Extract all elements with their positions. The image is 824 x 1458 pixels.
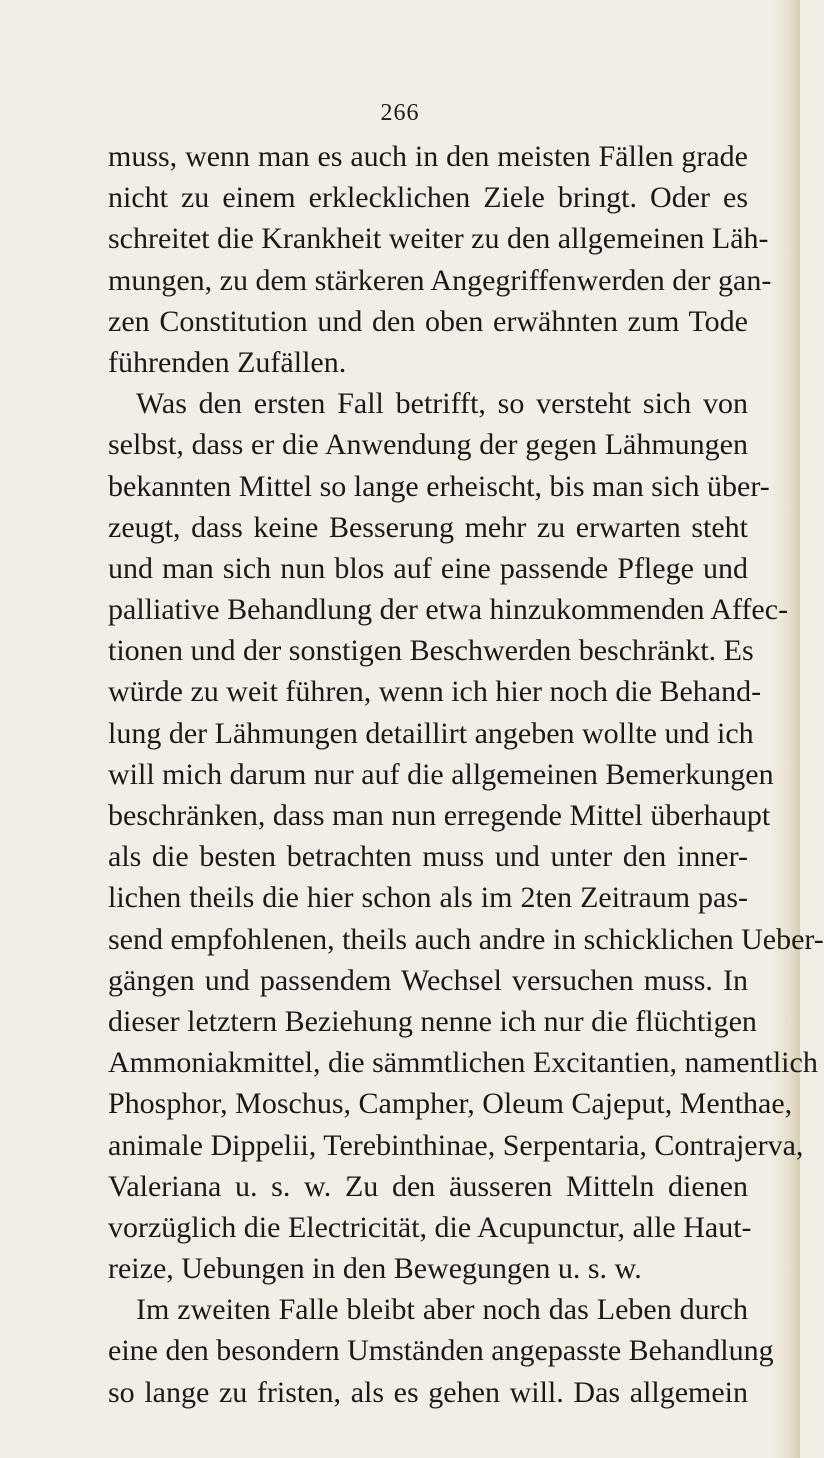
text-line: tionen und der sonstigen Beschwerden beschränkt. Es (108, 634, 754, 668)
text-line: lung der Lähmungen detaillirt angeben wollte und ich (108, 716, 754, 750)
text-line: will mich darum nur auf die allgemeinen Bemerkungen (108, 757, 774, 791)
text-line: zen Constitution und den oben erwähnten zum Tode (108, 304, 748, 338)
text-line: Im zweiten Falle bleibt aber noch das Leben durch (136, 1293, 748, 1327)
text-line: eine den besondern Umständen angepasste Behandlung (108, 1334, 774, 1368)
text-line: muss, wenn man es auch in den meisten Fällen grade (108, 140, 748, 173)
text-line: als die besten betrachten muss und unter den inner- (108, 840, 748, 874)
text-line: Was den ersten Fall betrifft, so versteht sich von (136, 387, 748, 421)
text-line: vorzüglich die Electricität, die Acupunctur, alle Haut- (108, 1210, 752, 1244)
text-line: schreitet die Krankheit weiter zu den allgemeinen Läh- (108, 222, 769, 256)
text-line: Valeriana u. s. w. Zu den äusseren Mitteln dienen (108, 1169, 748, 1203)
text-line: palliative Behandlung der etwa hinzukommenden Affec- (108, 593, 789, 627)
page-number: 266 (380, 100, 420, 126)
text-line: dieser letztern Beziehung nenne ich nur die flüchtigen (108, 1004, 757, 1038)
text-line: lichen theils die hier schon als im 2ten Zeitraum pas- (108, 881, 748, 915)
text-line: send empfohlenen, theils auch andre in schicklichen Ueber- (108, 922, 824, 956)
text-line: gängen und passendem Wechsel versuchen muss. In (108, 963, 748, 997)
text-line: reize, Uebungen in den Bewegungen u. s. w. (108, 1252, 642, 1286)
text-line: Phosphor, Moschus, Campher, Oleum Cajeput, Menthae, (108, 1087, 793, 1121)
text-line: führenden Zufällen. (108, 345, 347, 379)
text-line: und man sich nun blos auf eine passende Pflege und (108, 551, 748, 585)
text-line: nicht zu einem erklecklichen Ziele bringt. Oder es (108, 181, 748, 215)
text-line: so lange zu fristen, als es gehen will. Das allgemein (108, 1375, 748, 1409)
body-text (108, 136, 824, 1413)
text-line: würde zu weit führen, wenn ich hier noch die Behand- (108, 675, 762, 709)
text-line: beschränken, dass man nun erregende Mittel überhaupt (108, 799, 771, 832)
text-line: Ammoniakmittel, die sämmtlichen Excitantien, namentlich (108, 1046, 818, 1080)
text-line: animale Dippelii, Terebinthinae, Serpentaria, Contrajerva, (108, 1128, 804, 1162)
text-line: zeugt, dass keine Besserung mehr zu erwarten steht (108, 510, 748, 544)
text-line: mungen, zu dem stärkeren Angegriffenwerden der gan- (108, 263, 772, 297)
text-line: bekannten Mittel so lange erheischt, bis man sich über- (108, 469, 770, 503)
text-line: selbst, dass er die Anwendung der gegen Lähmungen (108, 428, 748, 462)
